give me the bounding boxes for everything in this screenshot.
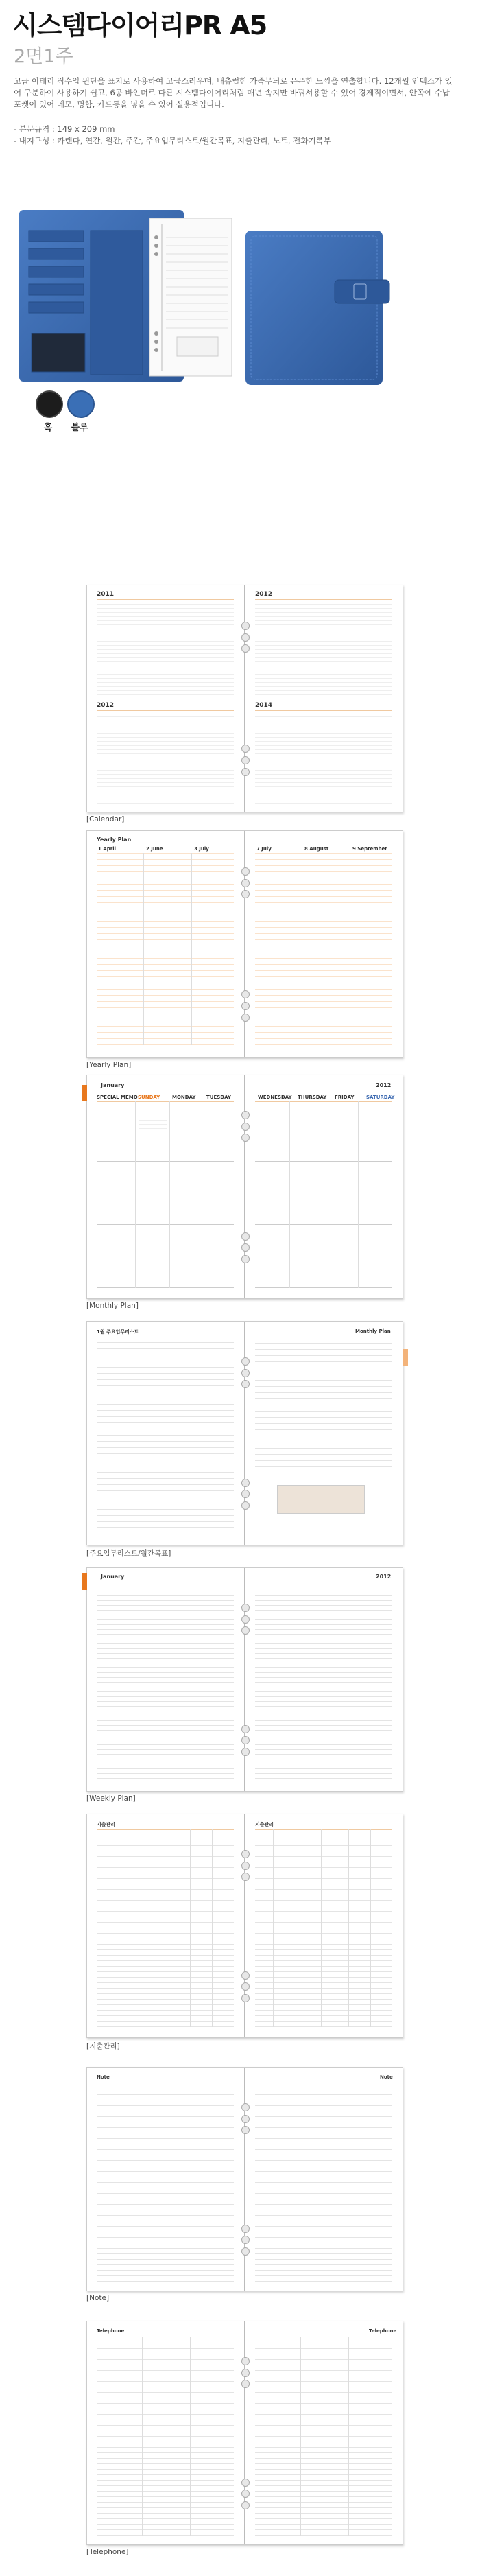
calendar-spread: [86, 585, 403, 812]
binder-ring: [241, 768, 250, 776]
swatch-blue[interactable]: [67, 390, 95, 418]
weekly-plan-spread: [86, 1567, 403, 1792]
monthly-col-sunday: SUNDAY: [138, 1094, 160, 1100]
diary-strap: [335, 280, 389, 303]
product-specs: [14, 124, 331, 147]
monthly-col-tuesday: TUESDAY: [206, 1094, 231, 1100]
caption-note: [Note]: [86, 2294, 110, 2302]
binder-rings: [241, 1322, 249, 1545]
binder-ring: [241, 1604, 250, 1612]
swatch-label-black: 흑: [43, 423, 53, 433]
binder-ring: [241, 2236, 250, 2244]
swatch-black[interactable]: [36, 390, 63, 418]
caption-task-list: [주요업무리스트/월간목표]: [86, 1549, 171, 1558]
binder-ring: [241, 1255, 250, 1263]
weekly-title: January: [101, 1573, 125, 1580]
calendar-right-year: 2012: [255, 591, 273, 598]
note-spread: [86, 2067, 403, 2291]
telephone-right-title: Telephone: [369, 2328, 397, 2334]
weekly-year: 2012: [376, 1573, 392, 1580]
telephone-spread: [86, 2321, 403, 2545]
binder-ring: [241, 1850, 250, 1858]
yearly-col-9: 9 September: [352, 846, 387, 852]
weekly-left-page: [87, 1568, 245, 1791]
binder-rings: [241, 2321, 249, 2544]
binder-ring: [241, 1369, 250, 1377]
binder-ring: [241, 867, 250, 876]
binder-ring: [241, 644, 250, 653]
binder-ring: [241, 1501, 250, 1510]
binder-rings: [241, 1075, 249, 1298]
weekly-right-page: [245, 1568, 403, 1791]
binder-ring: [241, 1014, 250, 1022]
binder-ring: [241, 1357, 250, 1366]
closed-diary: [245, 231, 383, 385]
binder-ring: [241, 2126, 250, 2134]
note-left-title: Note: [97, 2074, 110, 2080]
binder-ring: [241, 1134, 250, 1142]
binder-ring: [241, 1736, 250, 1744]
product-description: 고급 이태리 직수입 원단을 표지로 사용하여 고급스러우며, 내츄럴한 가죽무늬로 은은한 느낌을 연출합니다. 12개월 인덱스가 있어 구분하여 사용하기 쉽고, 6공 바인더로 다른 시스템다이어리처럼 매년 속지만 바꿔서용할 수 있어 경제적이면서, 안쪽에 수납포켓이 있어 메모, 명함, 카드등을 넣을 수 있어 실용적입니다.: [14, 76, 453, 109]
monthly-col-saturday: SATURDAY: [366, 1094, 395, 1100]
binder-ring: [241, 633, 250, 642]
note-left-page: [87, 2068, 245, 2291]
binder-rings: [241, 831, 249, 1057]
binder-ring: [241, 1971, 250, 1980]
yearly-left-page: [87, 831, 245, 1057]
binder-rings: [241, 1814, 249, 2037]
calendar-right-page: [245, 585, 403, 812]
spec-contents: - 내지구성 : 카렌다, 연간, 월간, 주간, 주요업무리스트/월간목표, 지출관리, 노트, 전화기록부: [14, 136, 331, 145]
binder-ring: [241, 890, 250, 898]
binder-ring: [241, 1479, 250, 1487]
binder-rings: [241, 585, 249, 812]
expense-right-title: 지출관리: [255, 1822, 274, 1827]
yearly-col-7: 7 July: [256, 846, 272, 852]
yearly-col-1: 1 April: [98, 846, 116, 852]
product-photo: [19, 203, 403, 395]
caption-telephone: [Telephone]: [86, 2548, 129, 2556]
telephone-left-page: [87, 2321, 245, 2544]
expense-right-page: [245, 1814, 403, 2037]
binder-ring: [241, 745, 250, 753]
task-right-page: [245, 1322, 403, 1545]
expense-spread: [86, 1814, 403, 2038]
binder-ring: [241, 1615, 250, 1624]
monthly-col-thursday: THURSDAY: [298, 1094, 327, 1100]
telephone-left-title: Telephone: [97, 2328, 125, 2334]
monthly-goal-title: Monthly Plan: [355, 1328, 391, 1334]
monthly-left-page: [87, 1075, 245, 1298]
yearly-plan-spread: [86, 830, 403, 1058]
binder-ring: [241, 1380, 250, 1388]
monthly-col-monday: MONDAY: [172, 1094, 196, 1100]
yearly-right-page: [245, 831, 403, 1057]
binder-ring: [241, 2369, 250, 2377]
task-list-title: 1월 주요업무리스트: [97, 1329, 139, 1335]
binder-ring: [241, 2380, 250, 2388]
binder-ring: [241, 1243, 250, 1252]
task-left-page: [87, 1322, 245, 1545]
binder-ring: [241, 1490, 250, 1498]
product-title: 시스템다이어리PR A5: [12, 10, 267, 40]
calendar-left-year: 2011: [97, 591, 115, 598]
binder-ring: [241, 1002, 250, 1010]
task-list-spread: [86, 1321, 403, 1545]
product-subtitle: 2면1주: [14, 46, 73, 67]
caption-expense: [지출관리]: [86, 2042, 120, 2050]
yearly-col-3: 3 July: [194, 846, 209, 852]
binder-rings: [241, 2068, 249, 2291]
caption-weekly-plan: [Weekly Plan]: [86, 1794, 136, 1803]
card-window: [32, 333, 85, 372]
binder-ring: [241, 1873, 250, 1881]
binder-ring: [241, 1725, 250, 1733]
yearly-left-title: Yearly Plan: [97, 836, 132, 843]
monthly-col-wednesday: WEDNESDAY: [258, 1094, 292, 1100]
caption-monthly-plan: [Monthly Plan]: [86, 1302, 139, 1310]
binder-ring: [241, 1994, 250, 2002]
expense-left-title: 지출관리: [97, 1822, 116, 1827]
binder-ring: [241, 1232, 250, 1241]
binder-ring: [241, 1748, 250, 1756]
binder-ring: [241, 1982, 250, 1991]
binder-ring: [241, 990, 250, 998]
note-right-page: [245, 2068, 403, 2291]
monthly-col-memo: SPECIAL MEMO: [97, 1094, 138, 1100]
calendar-right-year-bottom: 2014: [255, 702, 273, 709]
binder-ring: [241, 1626, 250, 1635]
binder-ring: [241, 2357, 250, 2365]
binder-ring: [241, 879, 250, 887]
caption-yearly-plan: [Yearly Plan]: [86, 1061, 132, 1069]
expense-left-page: [87, 1814, 245, 2037]
binder-ring: [241, 2115, 250, 2123]
binder-ring: [241, 756, 250, 764]
binder-ring: [241, 2103, 250, 2111]
binder-ring: [241, 2490, 250, 2498]
binder-rings: [241, 1568, 249, 1791]
binder-ring: [241, 2479, 250, 2487]
binder-ring: [241, 2225, 250, 2233]
yearly-col-8: 8 August: [304, 846, 329, 852]
spec-size: - 본문규격 : 149 x 209 mm: [14, 124, 115, 134]
binder-ring: [241, 1111, 250, 1119]
monthly-col-friday: FRIDAY: [335, 1094, 355, 1100]
calendar-left-year-bottom: 2012: [97, 702, 115, 709]
caption-calendar: [Calendar]: [86, 815, 125, 823]
calendar-left-page: [87, 585, 245, 812]
binder-ring: [241, 1862, 250, 1870]
binder-ring: [241, 622, 250, 630]
binder-ring: [241, 1123, 250, 1131]
monthly-title: January: [101, 1082, 125, 1088]
binder-ring: [241, 2247, 250, 2256]
monthly-year: 2012: [376, 1082, 392, 1088]
swatch-label-blue: 블루: [71, 423, 88, 433]
monthly-plan-spread: [86, 1075, 403, 1299]
binder-ring: [241, 2501, 250, 2509]
telephone-right-page: [245, 2321, 403, 2544]
note-right-title: Note: [380, 2074, 393, 2080]
monthly-right-page: [245, 1075, 403, 1298]
yearly-col-2: 2 June: [146, 846, 163, 852]
